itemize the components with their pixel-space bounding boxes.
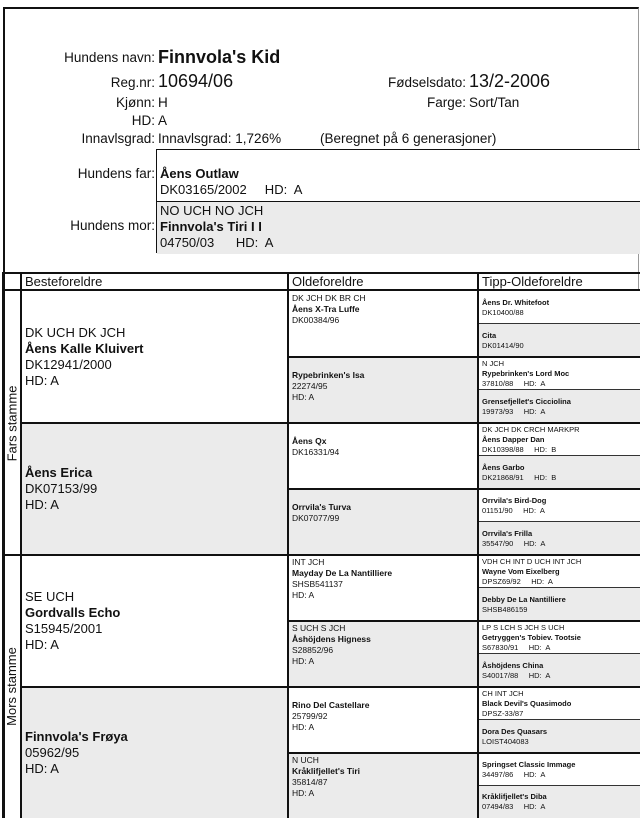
father-name: Åens Outlaw: [160, 166, 239, 181]
great-great-grandparent-cell: [479, 456, 640, 489]
great-great-grandparent-cell: [479, 489, 640, 522]
reg-label: Reg.nr:: [110, 75, 155, 90]
inbreeding-note: (Beregnet på 6 generasjoner): [320, 131, 497, 146]
sex-label: Kjønn:: [115, 95, 155, 110]
mother-info: 04750/03 HD: A: [160, 235, 274, 250]
inbreeding-label: Innavlsgrad:: [81, 131, 155, 146]
dog-color: Sort/Tan: [469, 95, 520, 110]
great-great-grandparent-cell: [479, 555, 640, 588]
reg-info: DK01414/90: [482, 340, 524, 350]
reg-info: 01151/90 HD: A: [482, 505, 545, 515]
dog-name: Springset Classic Immage: [482, 759, 576, 769]
great-great-grandparent-cell: [479, 588, 640, 621]
great-grandparent-cell: Åens Qx DK16331/94: [289, 423, 477, 489]
pedigree-table: [3, 272, 640, 818]
great-great-grandparent-cell: [479, 423, 640, 456]
dog-name: Debby De La Nantilliere: [482, 594, 566, 604]
dog-name: Grensefjellet's Cicciolina: [482, 396, 571, 406]
reg-info: SHSB486159: [482, 604, 528, 614]
grid-line: [287, 620, 640, 622]
dog-reg: 10694/06: [158, 71, 234, 91]
great-great-grandparent-cell: [479, 390, 640, 423]
grandparent-cell: Finnvola's Frøya 05962/95 HD: A: [22, 687, 287, 818]
section-mors-stamme: Mors stamme: [4, 647, 20, 726]
grid-line: [479, 719, 640, 720]
grid-line: [479, 323, 640, 324]
great-grandparent-cell: INT JCH Mayday De La Nantilliere SHSB541137 HD: A: [289, 555, 477, 621]
great-great-grandparent-cell: [479, 720, 640, 753]
dog-name: Finnvola's Kid: [158, 47, 281, 67]
grandparent-cell: DK UCH DK JCH Åens Kalle Kluivert DK12941/2000 HD: A: [22, 291, 287, 423]
grid-line: [479, 389, 640, 390]
dog-name: Rypebrinken's Lord Moc: [482, 368, 570, 378]
dog-inbreeding: Innavlsgrad: 1,726%: [158, 131, 282, 146]
great-grandparent-cell: Rypebrinken's Isa 22274/95 HD: A: [289, 357, 477, 423]
dog-birth: 13/2-2006: [469, 71, 551, 91]
dog-name: Orrvila's Frilla: [482, 528, 533, 538]
grid-line: [287, 272, 289, 818]
grandparent-cell: Åens Erica DK07153/99 HD: A: [22, 423, 287, 555]
dog-sex: H: [158, 95, 168, 110]
great-great-grandparent-cell: [479, 753, 640, 786]
reg-info: DK10400/88: [482, 307, 524, 317]
reg-info: 07494/83 HD: A: [482, 802, 546, 811]
dog-name: Åens Dr. Whitefoot: [482, 297, 550, 307]
great-great-grandparent-cell: [479, 621, 640, 654]
grid-line: [479, 455, 640, 456]
mother-titles: NO UCH NO JCH: [160, 203, 264, 218]
great-grandparent-cell: Orrvila's Turva DK07077/99: [289, 489, 477, 555]
dog-hd: A: [158, 113, 168, 128]
great-grandparent-cell: Rino Del Castellare 25799/92 HD: A: [289, 687, 477, 753]
dog-name: Getryggen's Tobiev. Tootsie: [482, 632, 581, 642]
great-great-grandparent-cell: [479, 786, 640, 818]
header-great-grandparents: Oldeforeldre: [287, 272, 477, 291]
grid-line: [287, 488, 640, 490]
grid-line: [477, 272, 479, 818]
great-great-grandparent-cell: [479, 654, 640, 687]
father-info: DK03165/2002 HD: A: [160, 182, 303, 197]
great-grandparent-cell: DK JCH DK BR CH Åens X-Tra Luffe DK00384/96: [289, 291, 477, 357]
section-fars-stamme: Fars stamme: [4, 385, 19, 461]
dog-name: Black Devil's Quasimodo: [482, 698, 572, 708]
mother-cell: [157, 202, 640, 254]
birth-label: Fødselsdato:: [387, 75, 466, 90]
header-great-great-grandparents: Tipp-Oldeforeldre: [477, 272, 640, 291]
great-great-grandparent-cell: [479, 291, 640, 324]
reg-info: DK21868/91 HD: B: [482, 472, 557, 482]
grid-line: [20, 422, 640, 424]
grid-line: [2, 272, 4, 818]
titles: LP S LCH S JCH S UCH: [482, 622, 565, 632]
dog-name: Åens Dapper Dan: [482, 434, 545, 444]
hd-label: HD:: [131, 113, 155, 128]
titles: DK JCH DK CRCH MARKPR: [482, 424, 580, 434]
parents-box: [156, 149, 640, 253]
reg-info: 34497/86 HD: A: [482, 769, 546, 779]
name-label: Hundens navn:: [64, 50, 155, 65]
reg-info: 37810/88 HD: A: [482, 378, 546, 388]
reg-info: LOIST404083: [482, 736, 529, 746]
great-grandparent-cell: N UCH Kråklifjellet's Tiri 35814/87 HD: A: [289, 753, 477, 818]
grid-line: [479, 521, 640, 522]
dog-name: Orrvila's Bird-Dog: [482, 495, 547, 505]
grid-line: [20, 686, 640, 688]
header-grandparents: Besteforeldre: [20, 272, 287, 291]
dog-name: Wayne Vom Eixelberg: [482, 566, 560, 576]
mother-name: Finnvola's Tiri I I: [160, 219, 262, 234]
header-corner: [3, 272, 20, 291]
grandparent-cell: SE UCH Gordvalls Echo S15945/2001 HD: A: [22, 555, 287, 687]
reg-info: DPSZ-33/87: [482, 708, 524, 718]
grid-line: [479, 785, 640, 786]
dog-name: Åens Garbo: [482, 462, 525, 472]
grid-line: [479, 587, 640, 588]
reg-info: S67830/91 HD: A: [482, 642, 551, 652]
great-grandparent-cell: S UCH S JCH Åshöjdens Higness S28852/96 HD: A: [289, 621, 477, 687]
reg-info: 35547/90 HD: A: [482, 538, 546, 548]
grid-line: [20, 272, 22, 818]
dog-name: Cita: [482, 330, 497, 340]
dog-name: Dora Des Quasars: [482, 726, 548, 736]
reg-info: S40017/88 HD: A: [482, 670, 551, 680]
reg-info: DPSZ69/92 HD: A: [482, 576, 553, 586]
great-great-grandparent-cell: [479, 522, 640, 555]
reg-info: 19973/93 HD: A: [482, 406, 546, 416]
grid-line: [287, 356, 640, 358]
grid-line: [479, 653, 640, 654]
dog-name: Kråklifjellet's Diba: [482, 792, 547, 801]
titles: VDH CH INT D UCH INT JCH: [482, 556, 582, 566]
titles: N JCH: [482, 358, 505, 368]
great-great-grandparent-cell: [479, 687, 640, 720]
great-great-grandparent-cell: [479, 357, 640, 390]
color-label: Farge:: [426, 95, 466, 110]
father-cell: [157, 150, 640, 202]
grid-line: [287, 752, 640, 754]
reg-info: DK10398/88 HD: B: [482, 444, 557, 454]
titles: CH INT JCH: [482, 688, 524, 698]
father-label: Hundens far:: [77, 166, 155, 181]
section-divider: [2, 554, 640, 556]
mother-label: Hundens mor:: [70, 218, 155, 233]
great-great-grandparent-cell: [479, 324, 640, 357]
dog-name: Åshöjdens China: [482, 660, 544, 670]
